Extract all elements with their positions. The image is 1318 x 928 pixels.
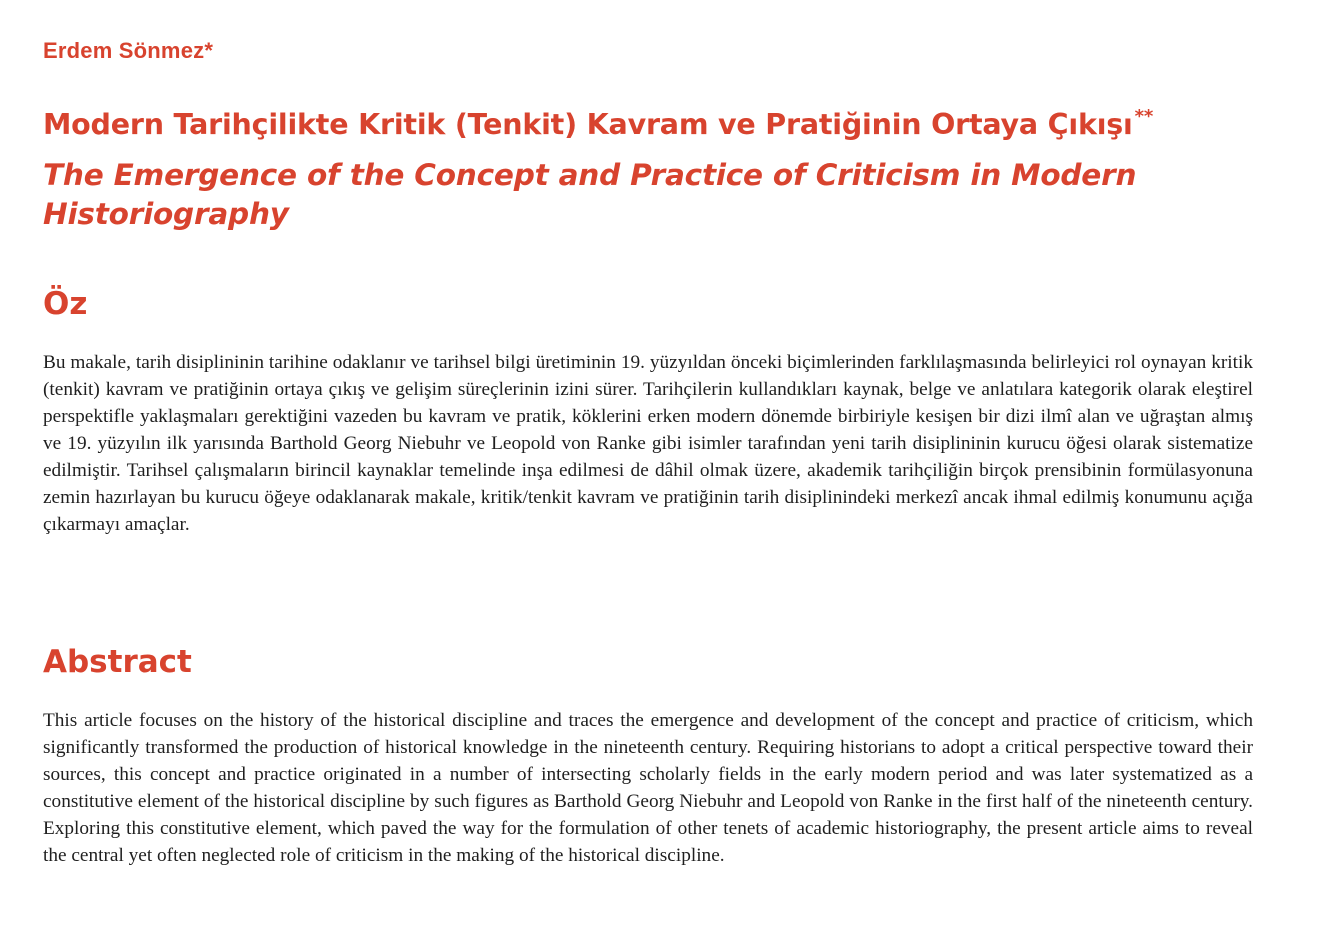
author-name: Erdem Sönmez* — [43, 38, 214, 63]
oz-text: Bu makale, tarih disiplininin tarihine odaklanır ve tarihsel bilgi üretiminin 19. yüzyıldan önceki biçimlerinden farklılaşmasında belirleyici rol oynayan kritik (tenkit) kavram ve pratiğinin ortaya çıkış ve gelişim süreçlerinin izini sürer. Tarihçilerin kullandıkları kaynak, belge ve anlatılara kategorik olarak eleştirel perspektifle yaklaşmaları gerektiğini vazeden bu kavram ve pratik, köklerini erken modern dönemde birbiriyle kesişen bir dizi ilmî alan ve uğraştan almış ve 19. yüzyılın ilk yarısında Barthold Georg Niebuhr ve Leopold von Ranke gibi isimler tarafından yeni tarih disiplininin kurucu öğesi olarak sistematize edilmiştir. Tarihsel çalışmaların birincil kaynaklar temelinde inşa edilmesi de dâhil olmak üzere, akademik tarihçiliğin birçok prensibinin formülasyonuna zemin hazırlayan bu kurucu öğeye odaklanarak makale, kritik/tenkit kavram ve pratiğinin tarih disiplinindeki merkezî ancak ihmal edilmiş konumunu açığa çıkarmayı amaçlar. — [43, 352, 1253, 535]
abstract-text: This article focuses on the history of the historical discipline and traces the emergence and development of the concept and practice of criticism, which significantly transformed the production of historical knowledge in the nineteenth century. Requiring historians to adopt a critical perspective toward their sources, this concept and practice originated in a number of intersecting scholarly fields in the early modern period and was later systematized as a constitutive element of the historical discipline by such figures as Barthold Georg Niebuhr and Leopold von Ranke in the first half of the nineteenth century. Exploring this constitutive element, which paved the way for the formulation of other tenets of academic historiography, the present article aims to reveal the central yet often neglected role of criticism in the making of the historical discipline. — [43, 710, 1253, 866]
title-english: The Emergence of the Concept and Practice of Criticism in Modern Historiography — [43, 158, 1137, 231]
title-turkish-text: Modern Tarihçilikte Kritik (Tenkit) Kavram ve Pratiğinin Ortaya Çıkışı — [43, 108, 1133, 141]
abstract-heading: Abstract — [43, 644, 192, 680]
oz-heading: Öz — [43, 286, 88, 322]
title-footnote-mark: ** — [1134, 106, 1154, 127]
title-turkish — [43, 106, 1153, 141]
